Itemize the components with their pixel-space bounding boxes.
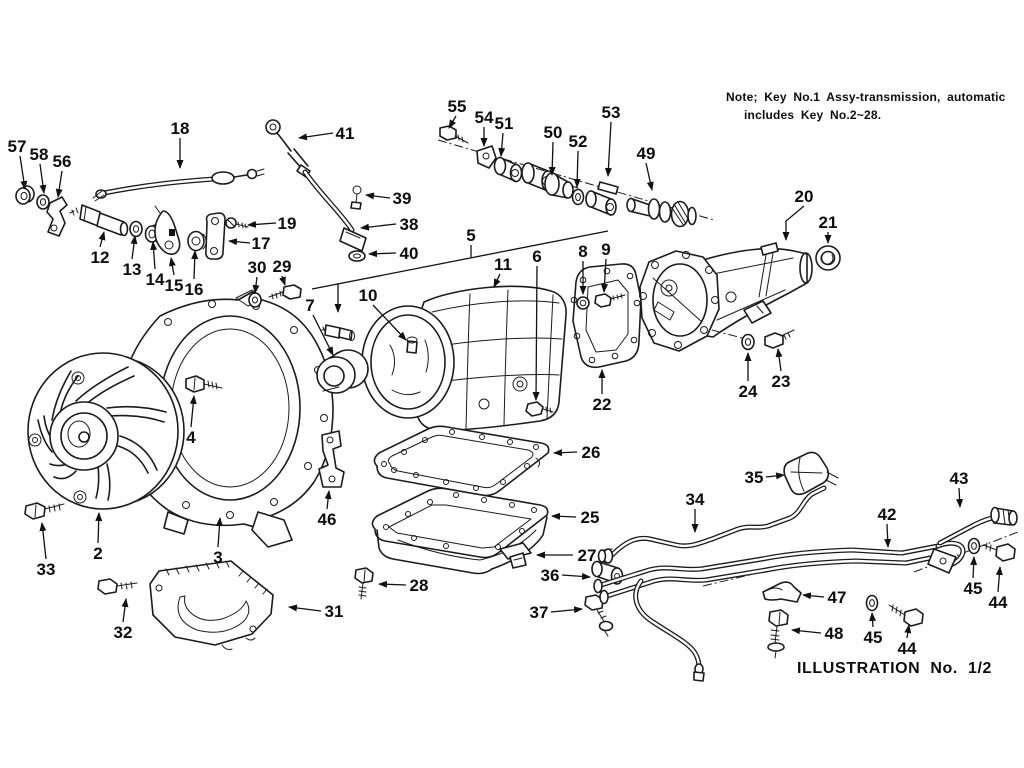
- housing-bolt-32: [98, 579, 137, 594]
- callout-label-44: 44: [897, 639, 917, 658]
- callout-label-8: 8: [578, 242, 588, 261]
- callout-label-19: 19: [277, 214, 297, 233]
- callout-leader-45: [872, 613, 873, 627]
- callout-leader-45: [973, 557, 974, 578]
- front-seal: [317, 350, 368, 393]
- pan-bolt: [355, 568, 373, 599]
- callout-leader-57: [20, 156, 25, 189]
- callout-leader-39: [366, 195, 390, 198]
- callout-label-56: 56: [52, 152, 72, 171]
- callout-leader-14: [153, 242, 155, 269]
- callout-label-7: 7: [305, 296, 315, 315]
- callout-label-10: 10: [358, 286, 378, 305]
- callout-label-4: 4: [186, 428, 196, 447]
- callout-leader-53: [608, 122, 611, 176]
- callout-label-22: 22: [592, 395, 612, 414]
- callout-label-3: 3: [213, 548, 223, 567]
- callout-label-17: 17: [251, 234, 271, 253]
- callout-leader-47: [803, 595, 824, 597]
- callout-label-18: 18: [170, 119, 190, 138]
- callout-leader-11: [494, 274, 500, 287]
- callout-leader-31: [289, 607, 321, 611]
- note-line-1: Note; Key No.1 Assy-transmission, automatic: [726, 90, 1006, 104]
- callout-leader-46: [327, 491, 329, 509]
- callout-label-39: 39: [392, 189, 412, 208]
- rear-oil-seal: [816, 246, 840, 270]
- callout-leader-36: [562, 575, 590, 577]
- converter-cover-plate: [150, 561, 273, 650]
- callout-leader-44: [998, 567, 1000, 592]
- callout-leader-19: [248, 223, 276, 225]
- callout-label-9: 9: [601, 240, 611, 259]
- transmission-case: [317, 286, 566, 430]
- extension-bolt-set: [742, 330, 794, 350]
- callout-leader-25: [552, 516, 576, 517]
- callout-leader-30: [255, 277, 257, 293]
- callout-leader-41: [299, 133, 333, 138]
- callout-label-34: 34: [685, 490, 705, 509]
- callout-leader-52: [577, 151, 578, 187]
- callout-label-36: 36: [540, 566, 560, 585]
- callout-leader-49: [646, 163, 652, 190]
- callout-label-6: 6: [532, 247, 542, 266]
- callout-leader-20: [786, 206, 804, 240]
- callout-label-48: 48: [824, 624, 844, 643]
- callout-leader-44: [907, 625, 909, 638]
- callout-label-46: 46: [317, 510, 337, 529]
- callout-label-37: 37: [529, 603, 549, 622]
- callout-label-51: 51: [494, 114, 514, 133]
- callout-label-25: 25: [580, 508, 600, 527]
- callout-label-53: 53: [601, 103, 621, 122]
- callout-label-45: 45: [963, 579, 983, 598]
- callout-label-33: 33: [36, 560, 56, 579]
- callout-leader-32: [123, 599, 126, 622]
- note-line-2: includes Key No.2~28.: [744, 108, 882, 122]
- callout-label-43: 43: [949, 469, 969, 488]
- callout-label-50: 50: [543, 123, 563, 142]
- callout-label-32: 32: [113, 623, 133, 642]
- callout-leader-48: [792, 630, 821, 633]
- callout-leader-13: [132, 236, 135, 259]
- callout-label-26: 26: [581, 443, 601, 462]
- extension-housing: [640, 243, 813, 351]
- callout-leader-2: [98, 513, 99, 543]
- tube-bolt-44-right: [983, 543, 1015, 561]
- callout-label-14: 14: [145, 270, 165, 289]
- callout-leader-12: [100, 232, 104, 247]
- callout-label-52: 52: [568, 132, 588, 151]
- callout-leader-17: [229, 241, 250, 243]
- callout-leader-15: [171, 258, 174, 275]
- callout-label-24: 24: [738, 382, 758, 401]
- tube-clip-47: [763, 582, 801, 602]
- callout-leader-16: [194, 251, 195, 279]
- callout-leader-40: [369, 253, 396, 254]
- callout-label-27: 27: [577, 546, 597, 565]
- callout-label-13: 13: [122, 260, 142, 279]
- callout-leader-42: [887, 524, 888, 547]
- callout-leader-28: [379, 584, 406, 585]
- callout-label-16: 16: [184, 280, 204, 299]
- callout-label-35: 35: [744, 468, 764, 487]
- callout-label-2: 2: [93, 544, 103, 563]
- callout-leader-33: [42, 523, 46, 559]
- callout-leader-43: [959, 488, 960, 507]
- callout-leader-35: [766, 475, 784, 477]
- callout-label-11: 11: [494, 255, 512, 274]
- case-gasket: [571, 264, 641, 367]
- callout-label-42: 42: [877, 505, 897, 524]
- oil-pan-gasket: [374, 426, 548, 495]
- callout-leader-51: [501, 133, 503, 156]
- callout-label-54: 54: [474, 108, 494, 127]
- callout-label-12: 12: [90, 248, 110, 267]
- illustration-caption: ILLUSTRATION No. 1/2: [797, 660, 993, 677]
- callout-label-28: 28: [409, 576, 429, 595]
- callout-label-21: 21: [818, 213, 838, 232]
- callout-label-5: 5: [466, 226, 476, 245]
- callout-label-49: 49: [636, 144, 656, 163]
- callout-leader-38: [361, 224, 396, 228]
- callout-label-31: 31: [324, 602, 344, 621]
- clip-bolt-48: [768, 610, 788, 658]
- callout-leader-37: [551, 609, 582, 612]
- torque-converter: [28, 353, 184, 509]
- callout-label-29: 29: [272, 257, 292, 276]
- callout-leader-58: [40, 164, 44, 193]
- callout-label-30: 30: [247, 258, 267, 277]
- vacuum-diaphragm: [784, 452, 838, 494]
- callout-label-58: 58: [29, 145, 49, 164]
- callout-label-41: 41: [335, 124, 355, 143]
- callout-leader-29: [282, 276, 285, 285]
- callout-label-55: 55: [447, 97, 467, 116]
- housing-bolt-33: [25, 503, 64, 519]
- oil-pan: [372, 488, 547, 573]
- callout-leader-50: [552, 142, 553, 175]
- callout-label-57: 57: [7, 137, 27, 156]
- downshift-solenoid: [322, 325, 355, 341]
- callout-label-40: 40: [399, 244, 419, 263]
- callout-label-47: 47: [827, 588, 847, 607]
- callout-leader-55: [449, 116, 456, 128]
- callout-label-44: 44: [988, 593, 1008, 612]
- callout-label-23: 23: [771, 372, 791, 391]
- callout-label-20: 20: [794, 187, 814, 206]
- callout-leader-26: [554, 452, 577, 453]
- callout-label-45: 45: [863, 628, 883, 647]
- tube-bolt-44-left: [889, 605, 923, 626]
- callout-leader-23: [778, 349, 781, 371]
- callout-leader-56: [58, 171, 62, 197]
- callout-label-15: 15: [164, 276, 184, 295]
- callout-label-38: 38: [399, 215, 419, 234]
